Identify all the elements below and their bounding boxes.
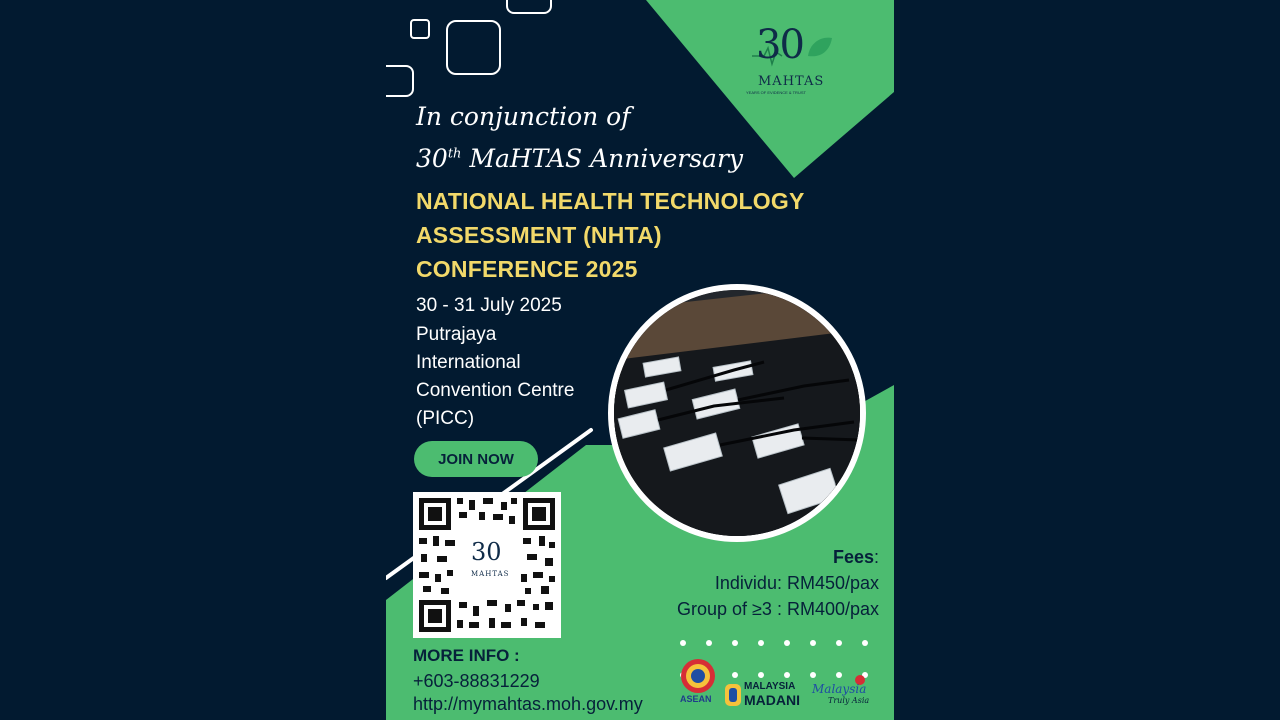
decor-square-top bbox=[506, 0, 552, 14]
intro-superscript: th bbox=[447, 146, 462, 162]
venue-line-1: Putrajaya bbox=[416, 324, 497, 345]
truly-asia-text: Truly Asia bbox=[828, 696, 870, 705]
asean-emblem-icon bbox=[678, 656, 718, 696]
dot bbox=[862, 640, 868, 646]
qr-code[interactable] bbox=[413, 492, 561, 638]
decor-square-left bbox=[386, 65, 414, 97]
more-info-title: MORE INFO : bbox=[413, 646, 520, 665]
visit-malaysia-logo bbox=[812, 674, 882, 710]
intro-line-2 bbox=[416, 144, 743, 173]
dot bbox=[706, 640, 712, 646]
fees-title bbox=[833, 547, 879, 568]
decor-square-small bbox=[410, 19, 430, 39]
decor-square-large bbox=[446, 20, 501, 75]
dot bbox=[836, 640, 842, 646]
venue-line-2: International bbox=[416, 352, 521, 373]
dot bbox=[784, 640, 790, 646]
qr-logo-name: MAHTAS bbox=[471, 570, 510, 578]
logo-name: MAHTAS bbox=[758, 74, 825, 89]
headline-line-2: ASSESSMENT (NHTA) bbox=[416, 222, 662, 248]
headline-line-3: CONFERENCE 2025 bbox=[416, 256, 638, 282]
visit-malaysia-text: Malaysia bbox=[812, 682, 867, 696]
intro-anniversary: MaHTAS Anniversary bbox=[461, 144, 744, 173]
fees-colon: : bbox=[873, 547, 879, 567]
join-now-button[interactable]: JOIN NOW bbox=[414, 441, 538, 477]
headline-line-1: NATIONAL HEALTH TECHNOLOGY bbox=[416, 188, 805, 214]
venue-line-3: Convention Centre bbox=[416, 380, 575, 401]
fee-individual: Individu: RM450/pax bbox=[714, 573, 879, 593]
contact-phone[interactable]: +603-88831229 bbox=[413, 671, 540, 691]
dot bbox=[784, 672, 790, 678]
venue-line-4: (PICC) bbox=[416, 408, 475, 429]
madani-line-1: MALAYSIA bbox=[744, 681, 796, 692]
logo-tagline: YEARS OF EVIDENCE & TRUST bbox=[746, 90, 806, 95]
dot bbox=[732, 672, 738, 678]
madani-hand-icon bbox=[724, 682, 742, 708]
event-date: 30 - 31 July 2025 bbox=[416, 295, 562, 316]
fees-label: Fees bbox=[832, 547, 874, 567]
lanyard-photo bbox=[608, 284, 866, 542]
dot bbox=[680, 640, 686, 646]
intro-number: 30 bbox=[416, 144, 448, 173]
intro-line-1: In conjunction of bbox=[416, 102, 631, 131]
fee-group: Group of ≥3 : RM400/pax bbox=[677, 599, 879, 619]
contact-website[interactable]: http://mymahtas.moh.gov.my bbox=[413, 694, 643, 714]
qr-logo-number: 30 bbox=[471, 538, 502, 566]
dot bbox=[758, 640, 764, 646]
madani-line-2: MADANI bbox=[744, 692, 800, 708]
asean-logo bbox=[678, 656, 718, 710]
dot bbox=[758, 672, 764, 678]
mahtas-logo bbox=[738, 22, 848, 100]
dot bbox=[732, 640, 738, 646]
asean-text: ASEAN bbox=[680, 694, 712, 704]
malaysia-madani-logo bbox=[724, 680, 804, 710]
logo-number: 30 bbox=[756, 22, 803, 68]
conference-poster bbox=[386, 0, 894, 720]
photo-illustration bbox=[614, 290, 860, 536]
dot bbox=[810, 640, 816, 646]
